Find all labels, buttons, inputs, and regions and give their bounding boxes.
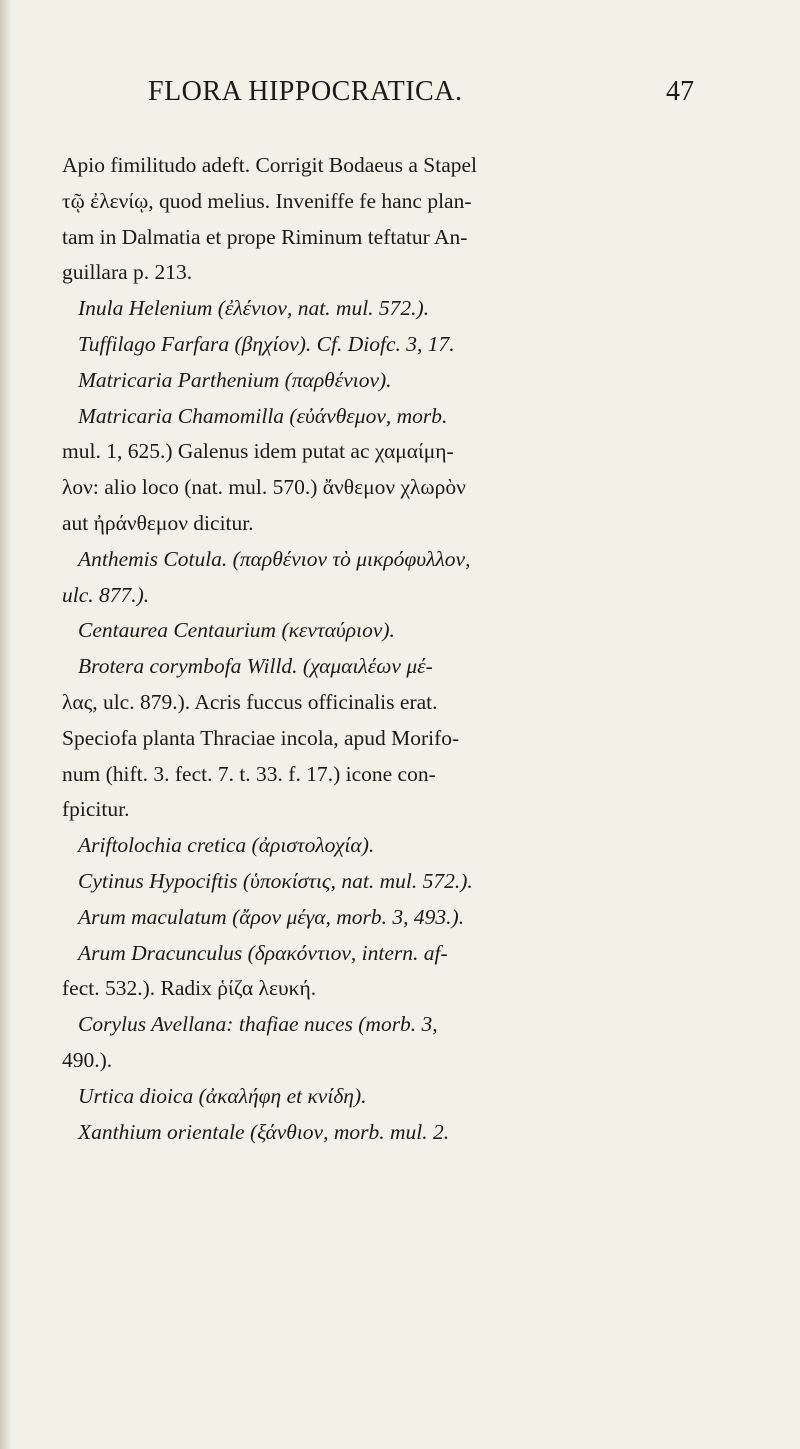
entry-tussilago-farfara: Tuffilago Farfara (βηχίον). Cf. Diofc. 3, 17. — [78, 331, 455, 356]
entry-arum-maculatum: Arum maculatum (ἄρον μέγα, morb. 3, 493.). — [78, 904, 465, 929]
entry-inula-helenium: Inula Helenium (ἐλένιον, nat. mul. 572.). — [78, 296, 430, 321]
entry-aristolochia-cretica: Ariftolochia cretica (ἀριστολοχία). — [78, 833, 375, 858]
entry-corylus-avellana: Corylus Avellana: thafiae nuces (morb. 3, — [78, 1012, 438, 1037]
text-line: ulc. 877.). — [62, 582, 150, 607]
text-line: Apio fimilitudo adeft. Corrigit Bodaeus a Stapel — [62, 153, 477, 177]
text-line: 490.). — [62, 1047, 113, 1072]
running-title: FLORA HIPPOCRATICA. — [148, 76, 463, 107]
text-line: aut ἠράνθεμον dicitur. — [62, 510, 254, 535]
text-line: guillara p. 213. — [62, 260, 193, 285]
entry-matricaria-chamomilla: Matricaria Chamomilla (εὐάνθεμον, morb. — [78, 403, 448, 428]
entry-anthemis-cotula: Anthemis Cotula. (παρθένιον τὸ μικρόφυλλον, — [78, 546, 471, 571]
entry-brotera-corymbosa: Brotera corymbofa Willd. (χαμαιλέων μέ- — [78, 654, 433, 679]
page-header — [0, 76, 800, 116]
text-line: mul. 1, 625.) Galenus idem putat ac χαμαίμη- — [62, 439, 454, 464]
text-line: tam in Dalmatia et prope Riminum teftatur An- — [62, 224, 468, 249]
text-line: fect. 532.). Radix ῥίζα λευκή. — [62, 976, 317, 1001]
entry-arum-dracunculus: Arum Dracunculus (δρακόντιον, intern. af- — [78, 940, 448, 965]
entry-cytinus-hypocistis: Cytinus Hypociftis (ὑποκίστις, nat. mul. 572.). — [78, 868, 473, 893]
entry-centaurea-centaurium: Centaurea Centaurium (κενταύριον). — [78, 618, 395, 643]
text-line: num (hift. 3. fect. 7. t. 33. f. 17.) icone con- — [62, 761, 436, 786]
entry-urtica-dioica: Urtica dioica (ἀκαλήφη et κνίδη). — [78, 1083, 367, 1108]
text-line: fpicitur. — [62, 797, 130, 822]
text-line: Speciofa planta Thraciae incola, apud Morifo- — [62, 725, 460, 750]
page-number: 47 — [666, 76, 694, 107]
page-gutter-shadow — [0, 0, 12, 1449]
body-text — [62, 148, 770, 1150]
entry-xanthium-orientale: Xanthium orientale (ξάνθιον, morb. mul. 2. — [78, 1119, 450, 1144]
text-line: λον: alio loco (nat. mul. 570.) ἄνθεμον χλωρὸν — [62, 475, 466, 500]
entry-matricaria-parthenium: Matricaria Parthenium (παρθένιον). — [78, 367, 392, 392]
text-line: τῷ ἐλενίῳ, quod melius. Inveniffe fe hanc plan- — [62, 188, 472, 213]
text-line: λας, ulc. 879.). Acris fuccus officinalis erat. — [62, 689, 438, 714]
